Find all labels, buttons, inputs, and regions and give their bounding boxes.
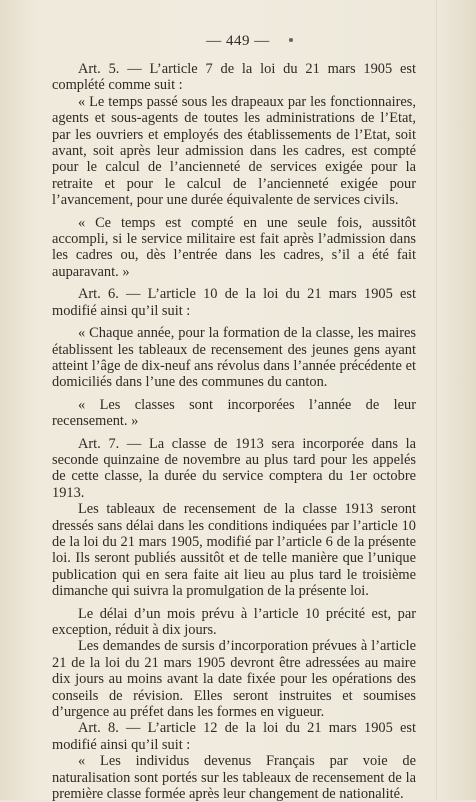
article-8-heading: Art. 8. — L’article 12 de la loi du 21 mars 1905 est modifié ainsi qu’il suit : (52, 720, 416, 753)
article-6-paragraph-1: « Chaque année, pour la formation de la classe, les maires établissent les tableaux de recensement des jeunes gens ayant atteint l’âge de dix-neuf ans révolus dans l’année précédente et domiciliés dans l’une des communes du canton. (52, 325, 416, 391)
page-number: — 449 — (206, 33, 270, 49)
article-5-paragraph-2: « Ce temps est compté en une seule fois, aussitôt accompli, si le service militaire est fait après l’admission dans les cadres ou, dès l’entrée dans les cadres, s’il a été fait auparavant. » (52, 214, 416, 280)
article-7-paragraph-1: Les tableaux de recensement de la classe 1913 seront dressés sans délai dans les conditions indiquées par l’article 10 de la loi du 21 mars 1905, modifié par l’article 6 de la présente loi. Ils seront publiés aussitôt et de telle manière que l’unique publication qui en sera faite ait lieu au plus tard le troisième dimanche qui suivra la promulgation de la présente loi. (52, 501, 416, 600)
body-text (52, 61, 416, 802)
article-7-heading: Art. 7. — La classe de 1913 sera incorporée dans la seconde quinzaine de novembre au plus tard pour les appelés de cette classe, la durée du service comptera du 1er octobre 1913. (52, 435, 416, 501)
article-7-paragraph-3: Les demandes de sursis d’incorporation prévues à l’article 21 de la loi du 21 mars 1905 devront être adressées au maire dix jours au moins avant la date fixée pour les opérations des conseils de révision. Elles seront instruites et soumises d’urgence au préfet dans les formes en vigueur. (52, 638, 416, 721)
article-6-heading: Art. 6. — L’article 10 de la loi du 21 mars 1905 est modifié ainsi qu’il suit : (52, 286, 416, 319)
article-7-paragraph-2: Le délai d’un mois prévu à l’article 10 précité est, par exception, réduit à dix jours. (52, 605, 416, 638)
page-fold (436, 0, 437, 800)
article-6-paragraph-2: « Les classes sont incorporées l’année de leur recensement. » (52, 396, 416, 430)
article-5-paragraph-1: « Le temps passé sous les drapeaux par les fonctionnaires, agents et sous-agents de toutes les administrations de l’Etat, par les ouvriers et employés des établissements de l’Etat, soit avant, soit après leur admission dans les cadres, est compté pour le calcul de l’ancienneté de services exigée pour la retraite et pour le calcul de l’ancienneté exigée pour l’avancement, pour une durée équivalente de services civils. (52, 93, 416, 209)
article-5-heading: Art. 5. — L’article 7 de la loi du 21 mars 1905 est complété comme suit : (52, 61, 416, 94)
article-8-paragraph-1: « Les individus devenus Français par voie de naturalisation sont portés sur les tableaux de recensement de la première classe formée après leur changement de nationalité. (52, 753, 416, 802)
ink-mark (289, 38, 293, 42)
